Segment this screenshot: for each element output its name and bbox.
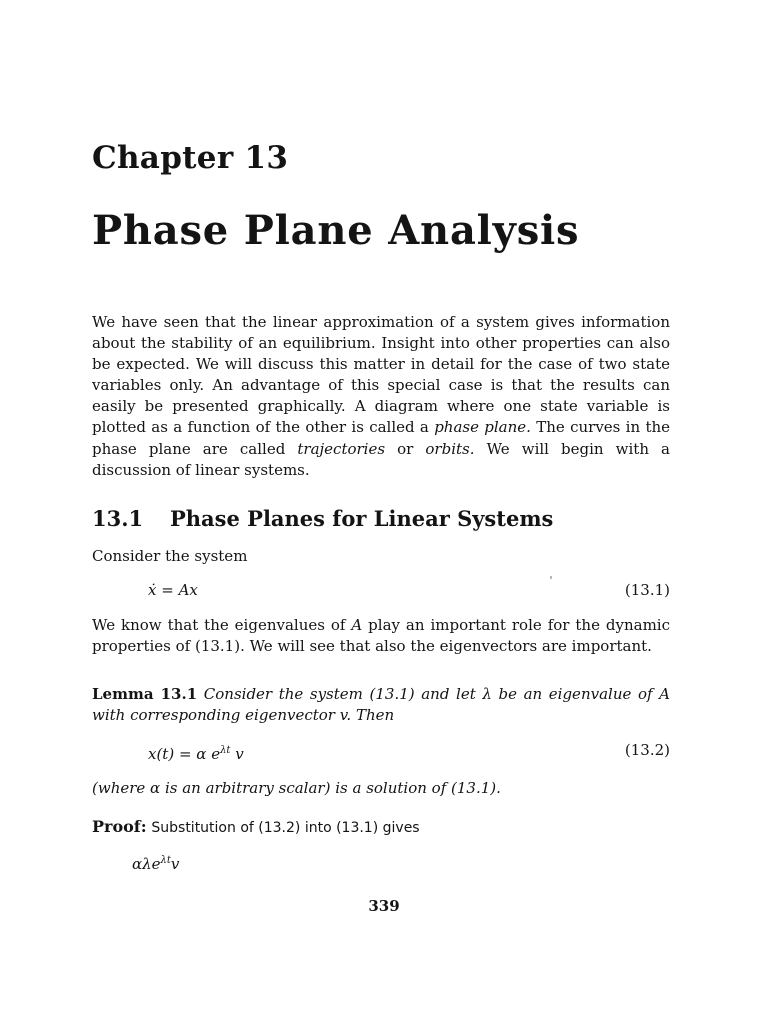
lemma-block — [92, 684, 670, 726]
intro-text-1: We have seen that the linear approximation of a system gives information about the stability of an equilibrium. Insight into other properties can also be expected. We will discuss this matter in detail for the case of two state variables only. An advantage of this special case is that the results can easily be presented graphically. A diagram where one state variable is plotted as a function of the other is called a — [92, 313, 670, 437]
eigen-paragraph — [92, 615, 670, 657]
equation-13-2-rhs: v — [230, 745, 244, 763]
scan-speck — [550, 576, 552, 579]
chapter-title: Phase Plane Analysis — [92, 207, 580, 254]
proof-line — [92, 816, 420, 839]
equation-13-1-expression: ẋ = Ax — [148, 581, 198, 599]
eigen-var-a: A — [351, 616, 363, 634]
equation-3 — [132, 850, 179, 875]
lemma-label: Lemma 13.1 — [92, 685, 198, 703]
intro-paragraph — [92, 312, 670, 481]
equation-13-2-number: (13.2) — [624, 741, 670, 759]
intro-text-3: We will begin with a discussion of linear systems. — [92, 439, 670, 479]
page-number: 339 — [368, 897, 400, 915]
equation-13-2-expression — [148, 740, 244, 765]
intro-text-or: or — [385, 439, 426, 458]
term-orbits: orbits. — [425, 439, 475, 458]
section-number: 13.1 — [92, 506, 144, 531]
intro-text-2: The curves in the phase plane are called — [92, 418, 671, 458]
term-trajectories: trajectories — [297, 439, 386, 458]
eigen-text-2: play an important role for the dynamic properties of (13.1). We will see that also the eigenvectors are important. — [92, 616, 670, 656]
equation-13-2-lhs: x(t) = α e — [148, 745, 221, 763]
equation-13-2 — [92, 740, 670, 764]
proof-text: Substitution of (13.2) into (13.1) gives — [151, 820, 420, 836]
term-phase-plane: phase plane. — [434, 418, 531, 437]
equation-3-exponent: λt — [160, 855, 171, 866]
equation-3-base: αλe — [132, 855, 161, 873]
lemma-conclusion: (where α is an arbitrary scalar) is a solution of (13.1). — [92, 779, 501, 797]
equation-13-1-number: (13.1) — [624, 581, 670, 599]
equation-13-1 — [92, 580, 670, 601]
section-heading — [92, 506, 553, 531]
chapter-label: Chapter 13 — [92, 140, 289, 176]
consider-text: Consider the system — [92, 547, 248, 565]
section-title: Phase Planes for Linear Systems — [170, 506, 554, 531]
eigen-text-1: We know that the eigenvalues of — [92, 616, 352, 634]
proof-label: Proof: — [92, 817, 147, 836]
equation-13-2-exponent: λt — [220, 745, 231, 756]
lemma-statement: Consider the system (13.1) and let λ be an eigenvalue of A with corresponding eigenvector v. Then — [92, 685, 670, 725]
equation-3-tail: v — [170, 855, 180, 873]
